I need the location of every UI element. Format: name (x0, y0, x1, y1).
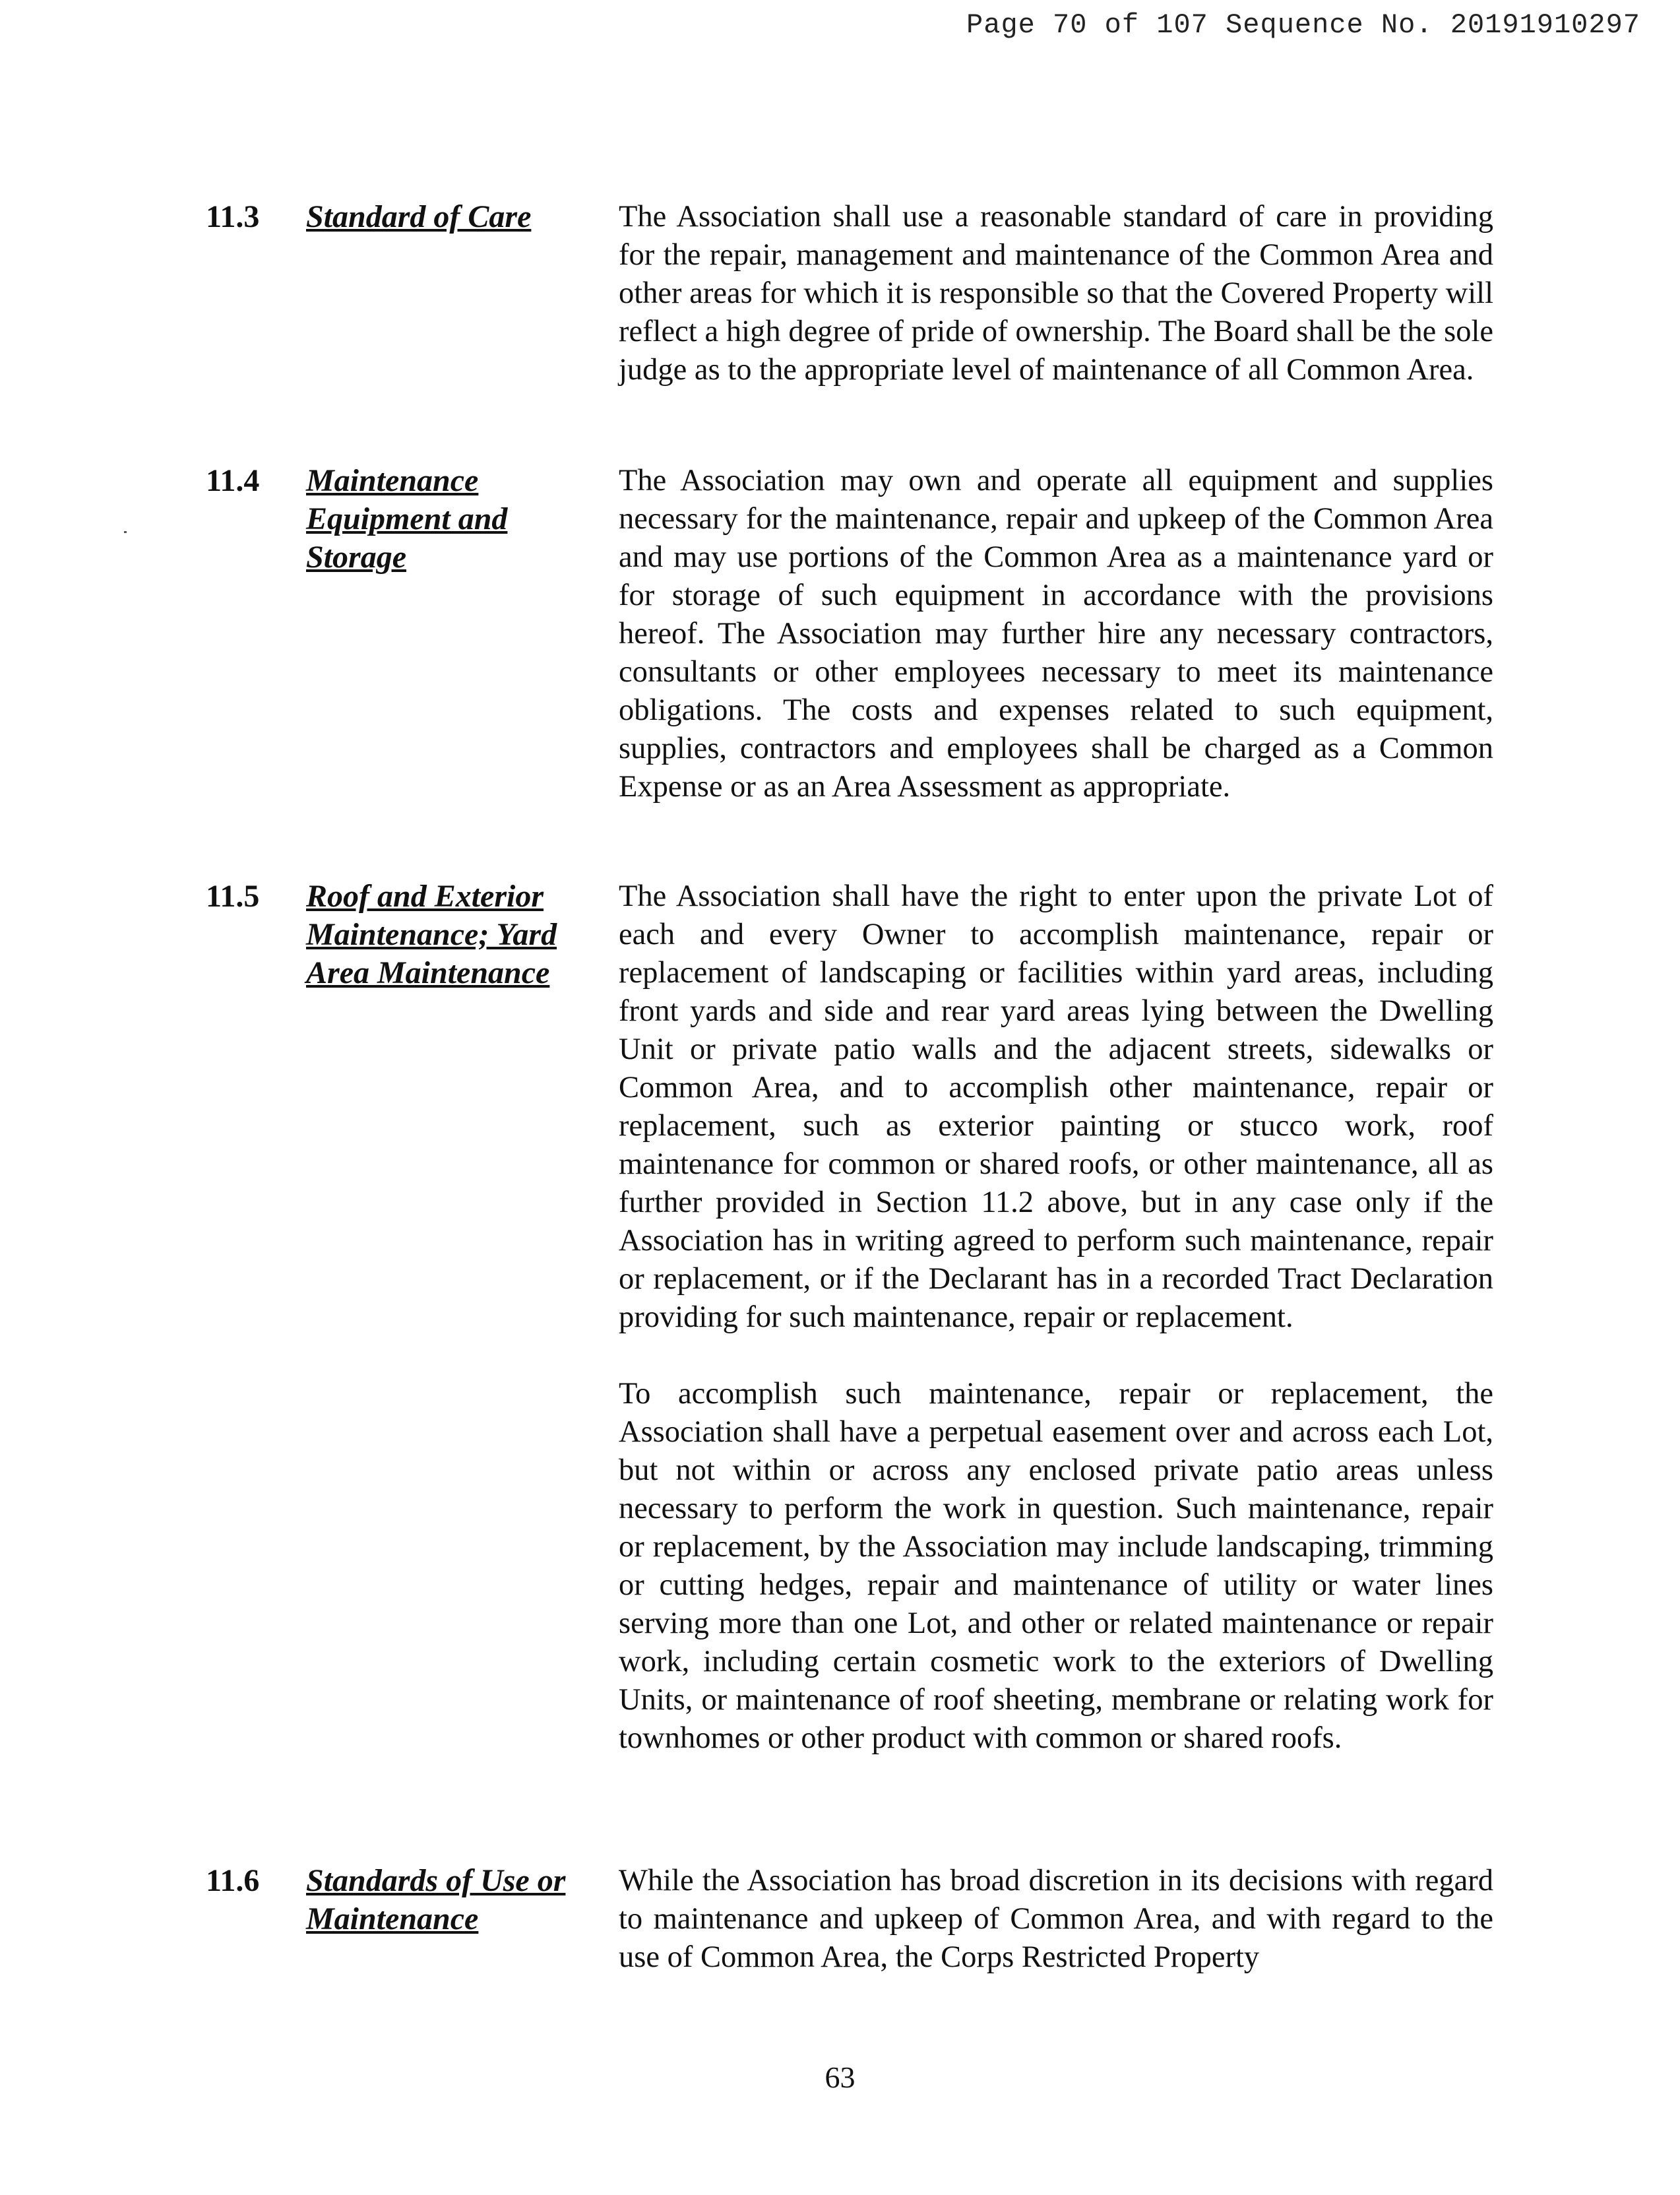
section-title: Roof and Exterior Maintenance; Yard Area Maintenance (306, 879, 557, 990)
section-title: Maintenance Equipment and Storage (306, 463, 508, 575)
page-number: 63 (824, 2060, 856, 2094)
section-body (619, 1862, 1493, 1977)
section-body (619, 462, 1493, 806)
section-body (619, 877, 1493, 1758)
section-number: 11.6 (206, 1863, 260, 1898)
section-paragraph: To accomplish such maintenance, repair or replacement, the Association shall have a perpetual easement over and across each Lot, but not within or across any enclosed private patio areas unless necessary to perform the work in question. Such maintenance, repair or replacement, by the Association may include landscaping, trimming or cutting hedges, repair and maintenance of utility or water lines serving more than one Lot, and other or related maintenance or repair work, including certain cosmetic work to the exteriors of Dwelling Units, or maintenance of roof sheeting, membrane or relating work for townhomes or other product with common or shared roofs. (619, 1377, 1493, 1755)
page-sequence-stamp: Page 70 of 107 Sequence No. 20191910297 (966, 9, 1640, 41)
section-paragraph: While the Association has broad discretion in its decisions with regard to maintenance and upkeep of Common Area, and with regard to the use of Common Area, the Corps Restricted Property (619, 1864, 1493, 1974)
section-title: Standards of Use or Maintenance (306, 1863, 566, 1936)
scan-speck (124, 531, 127, 533)
section-title: Standard of Care (306, 199, 532, 234)
section-paragraph: The Association may own and operate all equipment and supplies necessary for the maintenance, repair and upkeep of the Common Area and may use portions of the Common Area as a maintenance yard or for storage of such equipment in accordance with the provisions hereof. The Association may further hire any necessary contractors, consultants or other employees necessary to meet its maintenance obligations. The costs and expenses related to such equipment, supplies, contractors and employees shall be charged as a Common Expense or as an Area Assessment as appropriate. (619, 464, 1493, 804)
section-number: 11.4 (206, 463, 260, 498)
section-number: 11.5 (206, 879, 260, 914)
section-body (619, 198, 1493, 389)
section-paragraph: The Association shall have the right to enter upon the private Lot of each and every Owner to accomplish maintenance, repair or replacement of landscaping or facilities within yard areas, including front yards and side and rear yard areas lying between the Dwelling Unit or private patio walls and the adjacent streets, sidewalks or Common Area, and to accomplish other maintenance, repair or replacement, such as exterior painting or stucco work, roof maintenance for common or shared roofs, or other maintenance, all as further provided in Section 11.2 above, but in any case only if the Association has in writing agreed to perform such maintenance, repair or replacement, or if the Declarant has in a recorded Tract Declaration providing for such maintenance, repair or replacement. (619, 879, 1493, 1334)
section-paragraph: The Association shall use a reasonable standard of care in providing for the repair, management and maintenance of the Common Area and other areas for which it is responsible so that the Covered Property will reflect a high degree of pride of ownership. The Board shall be the sole judge as to the appropriate level of maintenance of all Common Area. (619, 200, 1493, 387)
section-number: 11.3 (206, 199, 260, 234)
